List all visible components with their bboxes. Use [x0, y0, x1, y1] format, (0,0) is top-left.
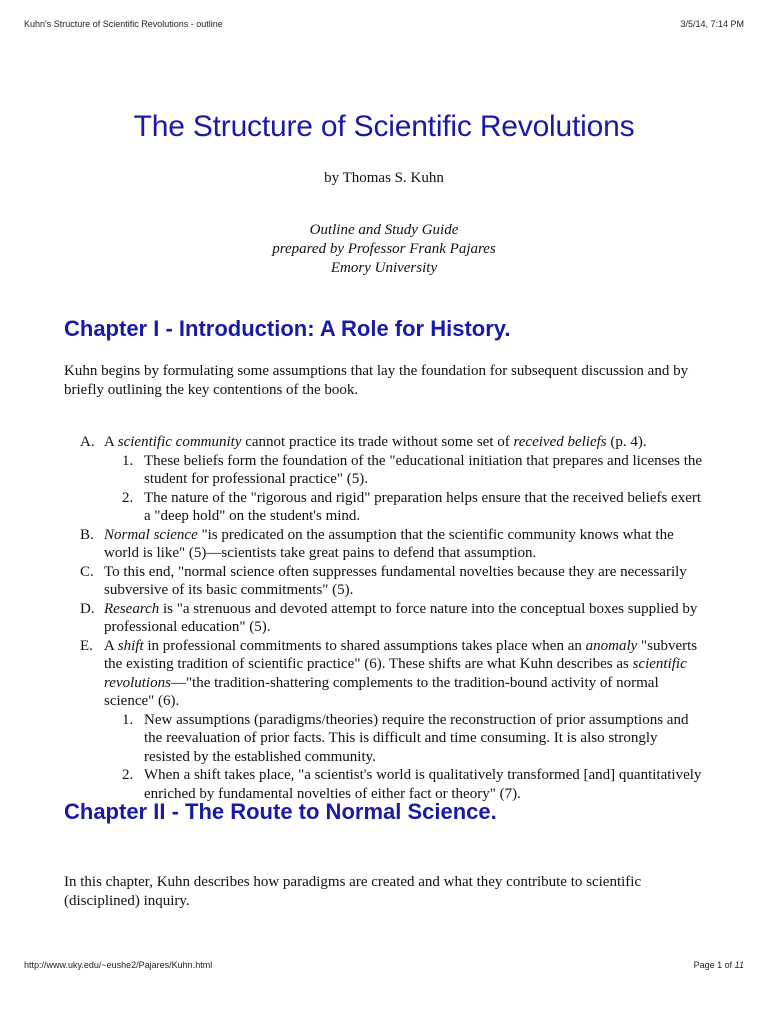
- outline-sub-text: When a shift takes place, "a scientist's world is qualitatively transformed [and] quantitatively enriched by fundamental novelties of either fact or theory" (7).: [144, 767, 702, 802]
- outline-subitem: [64, 452, 704, 489]
- outline-subitem: [64, 711, 704, 767]
- guide-line: prepared by Professor Frank Pajares: [272, 241, 496, 257]
- print-header: [24, 19, 744, 29]
- page-number: Page 1 of 11: [693, 960, 744, 970]
- outline-item: [64, 637, 704, 711]
- outline-sub-text: New assumptions (paradigms/theories) require the reconstruction of prior assumptions and the reevaluation of prior facts. This is difficult and time consuming. It is also strongly resisted by the established community.: [144, 711, 689, 765]
- outline-sub-marker: 1.: [122, 711, 134, 728]
- print-datetime: 3/5/14, 7:14 PM: [680, 19, 744, 29]
- outline-item: [64, 600, 704, 637]
- outline-subitem: [64, 766, 704, 803]
- outline-text: Research is "a strenuous and devoted attempt to force nature into the conceptual boxes supplied by professional education" (5).: [104, 600, 698, 635]
- print-footer: [24, 960, 744, 970]
- document-title: The Structure of Scientific Revolutions: [133, 110, 635, 143]
- chapter-1-outline: [64, 433, 704, 803]
- outline-marker: C.: [80, 563, 94, 580]
- outline-marker: D.: [80, 600, 95, 617]
- outline-sub-text: These beliefs form the foundation of the "educational initiation that prepares and licenses the student for professional practice" (5).: [144, 452, 703, 487]
- outline-item: [64, 526, 704, 563]
- outline-marker: B.: [80, 526, 94, 543]
- guide-line: Emory University: [330, 260, 438, 276]
- author-byline: by Thomas S. Kuhn: [324, 170, 444, 186]
- outline-sub-marker: 1.: [122, 452, 134, 469]
- page-print-title: Kuhn's Structure of Scientific Revolutions - outline: [24, 19, 223, 29]
- outline-marker: E.: [80, 637, 93, 654]
- chapter-2-intro: In this chapter, Kuhn describes how paradigms are created and what they contribute to scientific (disciplined) inquiry.: [64, 874, 642, 909]
- chapter-1-heading: Chapter I - Introduction: A Role for History.: [64, 316, 511, 341]
- outline-text: To this end, "normal science often suppresses fundamental novelties because they are necessarily subversive of its basic commitments" (5).: [104, 563, 687, 598]
- outline-item: [64, 563, 704, 600]
- outline-sub-marker: 2.: [122, 767, 134, 783]
- study-guide-credit: [64, 221, 704, 278]
- outline-item: [64, 433, 704, 452]
- outline-text: A shift in professional commitments to shared assumptions takes place when an anomaly "subverts the existing tradition of scientific practice" (6). These shifts are what Kuhn describes as scientific revolutions—"the tradition-shattering complements to the tradition-bound activity of normal science" (6).: [104, 637, 698, 709]
- chapter-2-heading: Chapter II - The Route to Normal Science.: [64, 799, 497, 824]
- outline-sub-marker: 2.: [122, 489, 134, 506]
- outline-sub-text: The nature of the "rigorous and rigid" preparation helps ensure that the received beliefs exert a "deep hold" on the student's mind.: [144, 489, 702, 524]
- outline-marker: A.: [80, 434, 95, 450]
- chapter-1-intro: Kuhn begins by formulating some assumptions that lay the foundation for subsequent discussion and by briefly outlining the key contentions of the book.: [64, 363, 689, 398]
- outline-text: Normal science "is predicated on the assumption that the scientific community knows what the world is like" (5)—scientists take great pains to defend that assumption.: [104, 526, 674, 561]
- source-url: http://www.uky.edu/~eushe2/Pajares/Kuhn.html: [24, 960, 213, 970]
- outline-subitem: [64, 489, 704, 526]
- outline-text: A scientific community cannot practice its trade without some set of received beliefs (p. 4).: [104, 434, 647, 450]
- guide-line: Outline and Study Guide: [309, 222, 459, 238]
